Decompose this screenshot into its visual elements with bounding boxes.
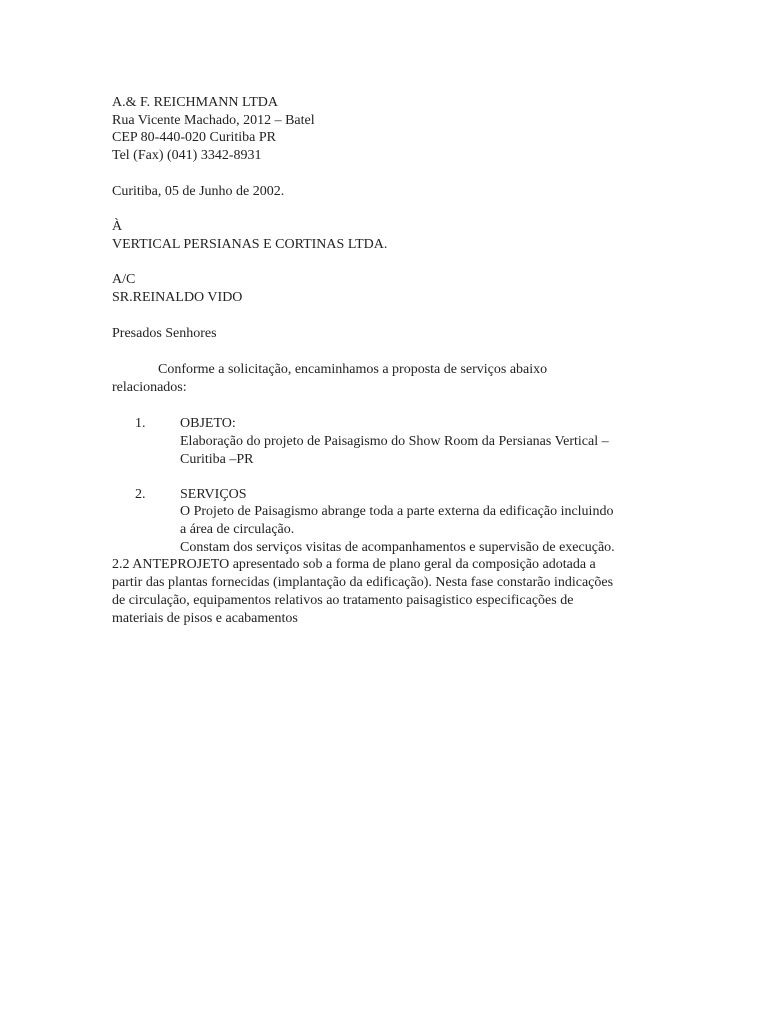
- item-2-line-3: Constam dos serviços visitas de acompanhamentos e supervisão de execução.: [180, 540, 615, 555]
- sender-phone: Tel (Fax) (041) 3342-8931: [112, 148, 262, 163]
- item-2-line-1: O Projeto de Paisagismo abrange toda a parte externa da edificação incluindo: [180, 504, 614, 519]
- item-1-number: 1.: [135, 416, 146, 431]
- anteprojeto-line-4: materiais de pisos e acabamentos: [112, 611, 298, 626]
- intro-line-2: relacionados:: [112, 380, 187, 395]
- item-2-number: 2.: [135, 487, 146, 502]
- item-1-line-1: Elaboração do projeto de Paisagismo do Show Room da Persianas Vertical –: [180, 434, 609, 449]
- greeting: Presados Senhores: [112, 326, 217, 341]
- item-1-line-2: Curitiba –PR: [180, 452, 254, 467]
- letter-date: Curitiba, 05 de Junho de 2002.: [112, 184, 285, 199]
- anteprojeto-line-3: de circulação, equipamentos relativos ao tratamento paisagistico especificações de: [112, 593, 574, 608]
- recipient-attn: A/C: [112, 272, 136, 287]
- recipient-to: À: [112, 219, 123, 234]
- anteprojeto-line-1: 2.2 ANTEPROJETO apresentado sob a forma de plano geral da composição adotada a: [112, 557, 596, 572]
- recipient-company: VERTICAL PERSIANAS E CORTINAS LTDA.: [112, 237, 388, 252]
- anteprojeto-line-2: partir das plantas fornecidas (implantação da edificação). Nesta fase constarão indicações: [112, 575, 614, 590]
- sender-address: Rua Vicente Machado, 2012 – Batel: [112, 113, 315, 128]
- item-1-title: OBJETO:: [180, 416, 236, 431]
- sender-company: A.& F. REICHMANN LTDA: [112, 95, 278, 110]
- sender-cep: CEP 80-440-020 Curitiba PR: [112, 130, 276, 145]
- item-2-line-2: a área de circulação.: [180, 522, 295, 537]
- recipient-person: SR.REINALDO VIDO: [112, 290, 243, 305]
- intro-line-1: Conforme a solicitação, encaminhamos a proposta de serviços abaixo: [158, 362, 548, 377]
- item-2-title: SERVIÇOS: [180, 487, 247, 502]
